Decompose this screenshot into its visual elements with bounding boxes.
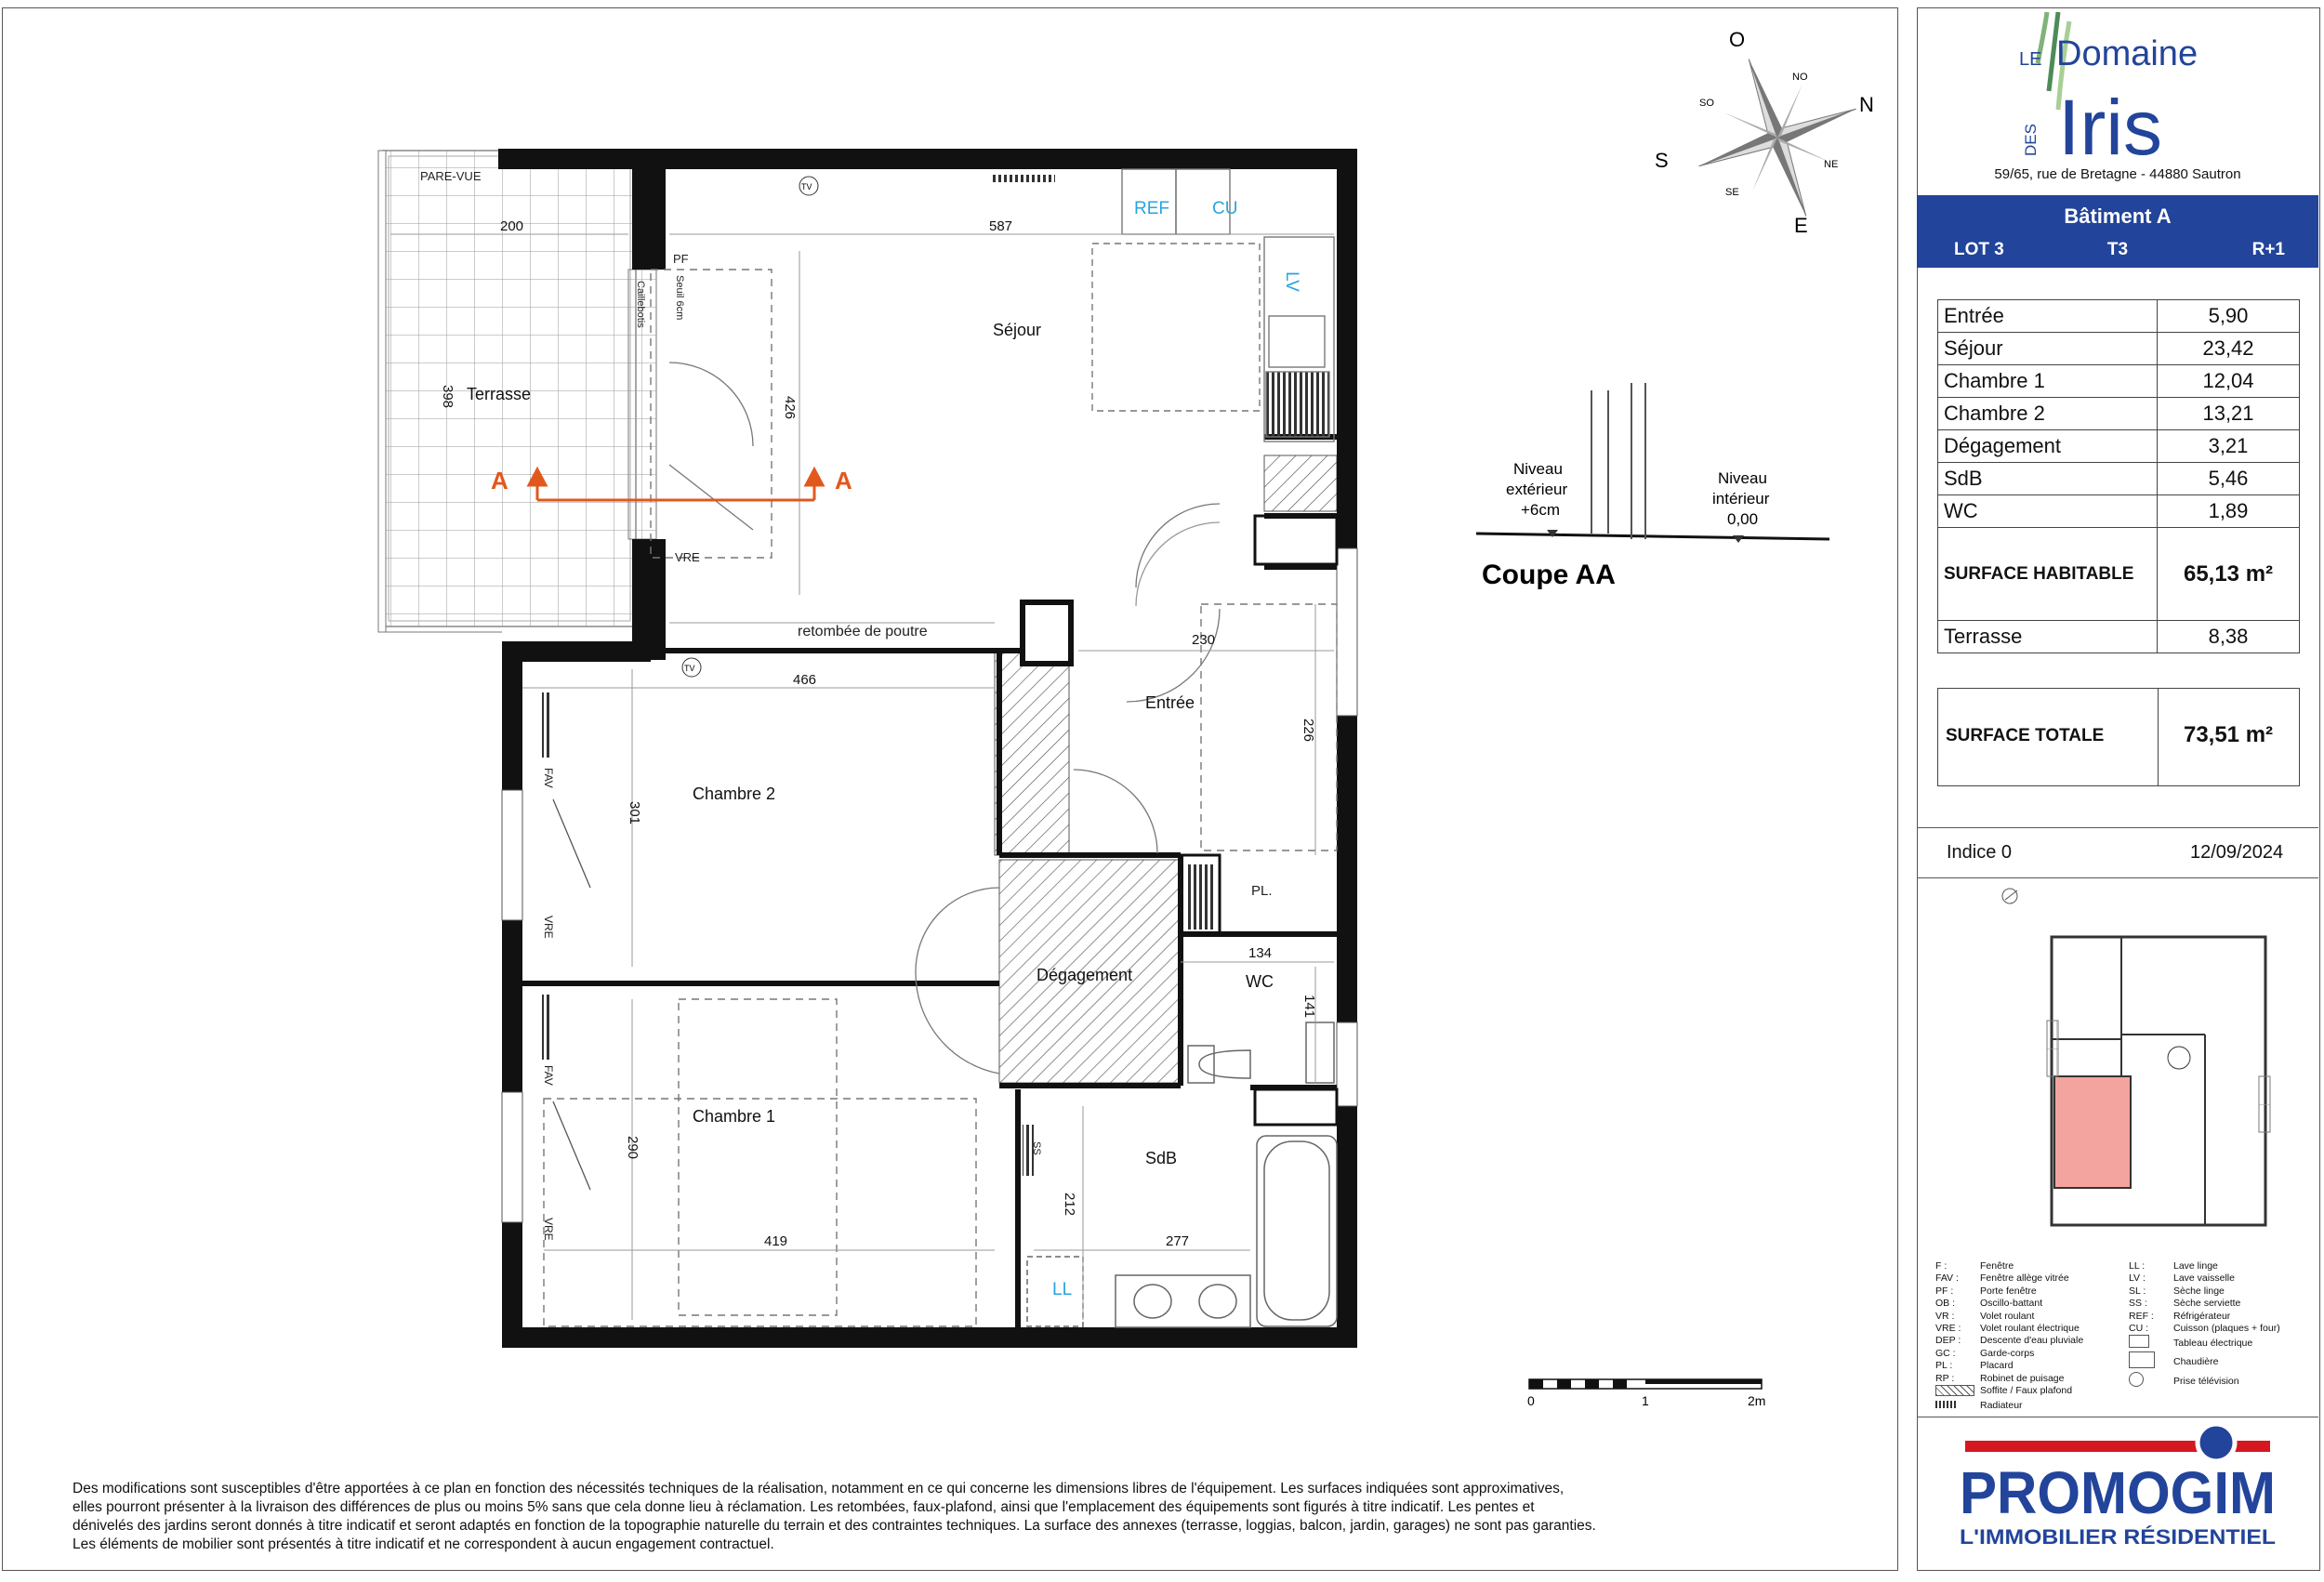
room-name: Chambre 1 xyxy=(1938,365,2158,398)
section-marker-a-left: A xyxy=(491,467,508,494)
room-name: WC xyxy=(1938,495,2158,528)
room-name: Entrée xyxy=(1938,300,2158,333)
compass-so: SO xyxy=(1699,98,1714,109)
label-fav-ch2: FAV xyxy=(542,768,555,788)
table-row xyxy=(1938,398,2300,430)
table-row xyxy=(1938,621,2300,653)
surface-habitable-label: SURFACE HABITABLE xyxy=(1938,528,2158,621)
domaine-des-iris-logo xyxy=(1917,7,2318,193)
apartment-type: T3 xyxy=(2106,240,2129,259)
room-sejour: Séjour xyxy=(993,321,1042,339)
key-plan xyxy=(1917,881,2318,1253)
brand-le: LE xyxy=(2019,49,2042,70)
compass-rose-icon xyxy=(1655,28,1884,244)
scale-bar xyxy=(1527,1379,1765,1408)
room-area: 5,46 xyxy=(2158,463,2300,495)
section-marker-a-right: A xyxy=(835,467,852,494)
room-area: 1,89 xyxy=(2158,495,2300,528)
surface-totale-label: SURFACE TOTALE xyxy=(1946,726,2105,745)
room-name: Chambre 2 xyxy=(1938,398,2158,430)
promogim-logo xyxy=(1917,1418,2318,1567)
label-caillebotis: Caillebotis xyxy=(635,281,646,328)
indice-date: 12/09/2024 xyxy=(2190,842,2284,863)
terrasse-name: Terrasse xyxy=(1938,621,2158,653)
room-area: 5,90 xyxy=(2158,300,2300,333)
legend-right: LL : Lave linge LV : Lave vaisselle SL : Sèche linge SS : Sèche serviette REF : Réfrigérateur CU : Cuisson (plaques + four) Tableau électrique Chaudière Prise télévision xyxy=(2129,1260,2280,1387)
scale-2m: 2m xyxy=(1748,1393,1766,1408)
table-row xyxy=(1938,300,2300,333)
compass-se: SE xyxy=(1725,187,1739,198)
indice-label: Indice 0 xyxy=(1947,842,2013,863)
appliance-cu: CU xyxy=(1212,199,1238,218)
niveau-ext-3: +6cm xyxy=(1521,501,1561,519)
brand-des: DES xyxy=(2022,124,2040,156)
dim-301: 301 xyxy=(627,801,642,825)
room-area: 13,21 xyxy=(2158,398,2300,430)
lot-number: LOT 3 xyxy=(1954,240,2004,259)
key-plan-highlight-lot xyxy=(2054,1076,2131,1188)
surface-habitable-value: 65,13 m² xyxy=(2158,528,2300,621)
label-pf: PF xyxy=(673,252,689,266)
room-name: Dégagement xyxy=(1938,430,2158,463)
promoter-tagline: L'IMMOBILIER RÉSIDENTIEL xyxy=(1960,1525,2276,1549)
floor-level: R+1 xyxy=(2251,240,2285,259)
dim-230: 230 xyxy=(1192,632,1216,648)
dim-226: 226 xyxy=(1301,718,1316,743)
compass-n: N xyxy=(1859,93,1874,116)
table-row xyxy=(1938,365,2300,398)
label-pare-vue: PARE-VUE xyxy=(420,169,482,183)
room-chambre-1: Chambre 1 xyxy=(693,1107,776,1126)
dim-212: 212 xyxy=(1062,1193,1077,1217)
address: 59/65, rue de Bretagne - 44880 Sautron xyxy=(1994,166,2241,182)
appliance-lv: LV xyxy=(1282,271,1301,292)
table-row xyxy=(1938,463,2300,495)
label-fav-ch1: FAV xyxy=(542,1065,555,1086)
promoter-name: PROMOGIM xyxy=(1960,1459,2276,1526)
compass-o: O xyxy=(1729,28,1746,51)
table-row xyxy=(1938,333,2300,365)
soffit-cupboard xyxy=(1264,455,1337,511)
dim-398: 398 xyxy=(440,385,456,409)
terrasse-area: 8,38 xyxy=(2158,621,2300,653)
dim-466: 466 xyxy=(793,672,817,688)
label-vre-sejour: VRE xyxy=(675,550,700,564)
room-terrasse: Terrasse xyxy=(467,385,532,403)
niveau-ext-2: extérieur xyxy=(1506,481,1568,498)
room-wc: WC xyxy=(1246,972,1274,991)
radiators xyxy=(542,692,551,1060)
label-seuil: Seuil 6cm xyxy=(674,275,685,321)
room-degagement: Dégagement xyxy=(1037,966,1133,984)
niveau-int-3: 0,00 xyxy=(1727,510,1759,528)
surfaces-table xyxy=(1937,299,2300,653)
disclaimer-text: Des modifications sont susceptibles d'être apportées à ce plan en fonction des nécessités techniques de la réalisation, notamment en ce qui concerne les dimensions libres de l'équipement. Les surfaces indiquées sont approximatives, elles pourront présenter à la livraison des différences de plus ou moins 5% sans que cela donne lieu à réclamation. Les retombées, faux-plafond, ainsi que l'emplacement des équipements sont figurés à titre indicatif. Les pentes et dénivelés des jardins seront donnés à titre indicatif et seront adaptés en fonction de la topographie naturelle du terrain et des contraintes techniques. La surface des annexes (terrasse, loggias, balcon, jardin, garages) ne sont pas garanties. Les éléments de mobilier sont présentés à titre indicatif et ne correspondent à aucun engagement contractuel. xyxy=(73,1481,1596,1552)
section-aa-diagram xyxy=(1476,383,1829,590)
dim-290: 290 xyxy=(625,1136,640,1160)
room-chambre-2: Chambre 2 xyxy=(693,784,776,803)
dim-587: 587 xyxy=(989,218,1013,234)
label-vre-ch2: VRE xyxy=(542,916,555,939)
room-area: 23,42 xyxy=(2158,333,2300,365)
tv-icon-sejour: TV xyxy=(801,182,812,191)
dim-277: 277 xyxy=(1166,1233,1190,1249)
building-name: Bâtiment A xyxy=(2064,204,2172,228)
label-vre-ch1: VRE xyxy=(542,1218,555,1241)
compass-ne: NE xyxy=(1824,159,1839,170)
label-placard: PL. xyxy=(1251,883,1273,899)
legend-left: F : Fenêtre FAV : Fenêtre allège vitrée PF : Porte fenêtre OB : Oscillo-battant VR : Volet roulant VRE : Volet roulant électrique DEP : Descente d'eau pluviale GC : Garde-corps PL : Placard RP : Robinet de puisage Soffite / Faux plafond Radiateur xyxy=(1935,1260,2084,1412)
furniture-beds xyxy=(544,270,1337,1326)
surface-habitable-row xyxy=(1938,528,2300,621)
niveau-int-1: Niveau xyxy=(1718,469,1767,487)
soffit-entree xyxy=(995,651,1069,855)
table-row xyxy=(1938,495,2300,528)
scale-1: 1 xyxy=(1642,1393,1649,1408)
niveau-int-2: intérieur xyxy=(1712,490,1770,508)
room-area: 3,21 xyxy=(2158,430,2300,463)
surface-totale-value: 73,51 m² xyxy=(2183,722,2274,747)
label-ss: SS xyxy=(1031,1141,1042,1155)
appliance-ref: REF xyxy=(1134,199,1169,218)
lot-header-band xyxy=(1917,195,2318,268)
scale-0: 0 xyxy=(1527,1393,1535,1408)
dim-419: 419 xyxy=(764,1233,788,1249)
table-row xyxy=(1938,430,2300,463)
surface-totale-box xyxy=(1937,688,2300,786)
compass-no: NO xyxy=(1792,72,1808,83)
dim-426: 426 xyxy=(782,396,798,420)
brand-iris: Iris xyxy=(2058,84,2162,171)
dim-134: 134 xyxy=(1248,945,1273,961)
label-retombee: retombée de poutre xyxy=(798,624,928,639)
room-name: Séjour xyxy=(1938,333,2158,365)
room-entree: Entrée xyxy=(1145,693,1195,712)
room-area: 12,04 xyxy=(2158,365,2300,398)
compass-e: E xyxy=(1794,214,1808,237)
dim-200: 200 xyxy=(500,218,524,234)
room-name: SdB xyxy=(1938,463,2158,495)
brand-domaine: Domaine xyxy=(2056,34,2199,73)
compass-s: S xyxy=(1655,149,1669,172)
dim-141: 141 xyxy=(1301,995,1317,1019)
niveau-ext-1: Niveau xyxy=(1513,460,1563,478)
appliance-ll: LL xyxy=(1052,1280,1073,1299)
tv-icon-chambre: TV xyxy=(684,664,695,673)
room-sdb: SdB xyxy=(1145,1149,1178,1167)
section-title: Coupe AA xyxy=(1482,560,1616,590)
